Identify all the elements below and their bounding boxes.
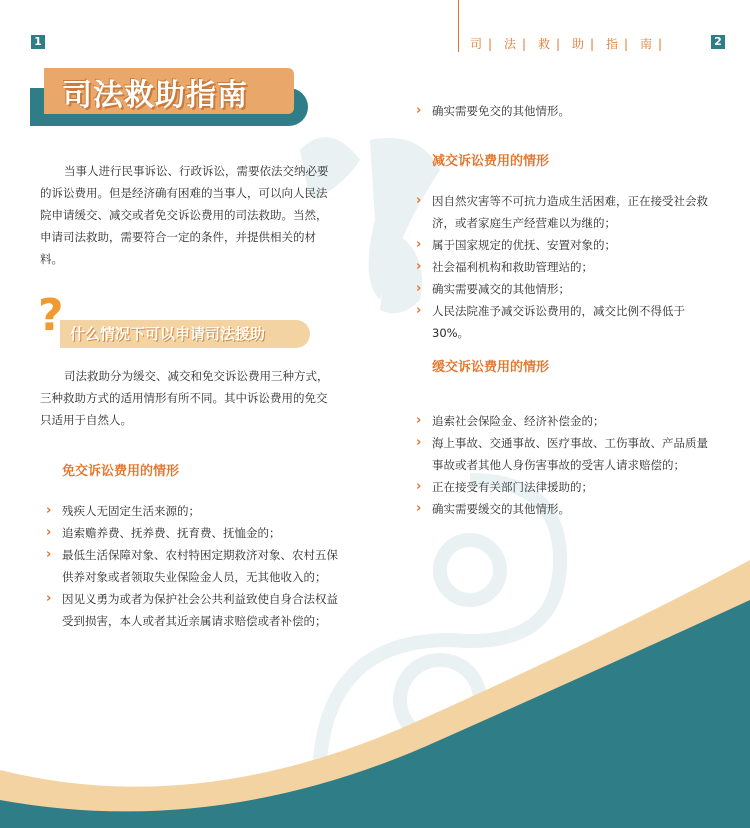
- running-title-char: 法 |: [504, 35, 538, 52]
- chevron-right-icon: ›: [416, 237, 422, 252]
- question-mark-icon: ?: [38, 290, 64, 341]
- list-item: › 追索社会保险金、经济补偿金的；: [414, 410, 714, 432]
- chevron-right-icon: ›: [416, 501, 422, 516]
- chevron-right-icon: ›: [416, 413, 422, 428]
- page-number-right: 2: [711, 35, 725, 49]
- intro-paragraph: 当事人进行民事诉讼、行政诉讼，需要依法交纳必要的诉讼费用。但是经济确有困难的当事人，可以向人民法院申请缓交、减交或者免交诉讼费用的司法救助。当然，申请司法救助，需要符合一定的条件，并提供相关的材料。: [40, 164, 329, 266]
- chevron-right-icon: ›: [416, 435, 422, 450]
- list-item: › 人民法院准予减交诉讼费用的，减交比例不得低于30%。: [414, 300, 714, 344]
- list-item: › 最低生活保障对象、农村特困定期救济对象、农村五保供养对象或者领取失业保险金人员，无其他收入的；: [44, 544, 344, 588]
- question-heading: 什么情况下可以申请司法援助: [70, 325, 266, 343]
- list-item: › 正在接受有关部门法律援助的；: [414, 476, 714, 498]
- list-item: › 社会福利机构和救助管理站的；: [414, 256, 714, 278]
- chevron-right-icon: ›: [416, 259, 422, 274]
- running-title-char: 救 |: [538, 35, 572, 52]
- question-paragraph: 司法救助分为缓交、减交和免交诉讼费用三种方式，三种救助方式的适用情形有所不同。其中诉讼费用的免交只适用于自然人。: [40, 369, 329, 427]
- chevron-right-icon: ›: [416, 303, 422, 318]
- list-item: › 追索赡养费、抚养费、抚育费、抚恤金的；: [44, 522, 344, 544]
- list-item: › 因自然灾害等不可抗力造成生活困难，正在接受社会救济，或者家庭生产经营难以为继的；: [414, 190, 714, 234]
- chevron-right-icon: ›: [416, 103, 422, 118]
- running-title-char: 南 |: [640, 35, 674, 52]
- chevron-right-icon: ›: [416, 281, 422, 296]
- chevron-right-icon: ›: [46, 591, 52, 606]
- chevron-right-icon: ›: [416, 479, 422, 494]
- reduce-list: [414, 190, 714, 344]
- chevron-right-icon: ›: [46, 503, 52, 518]
- page-number-left: 1: [31, 35, 45, 49]
- header-rule: [458, 0, 459, 52]
- running-title-char: 司 |: [470, 35, 504, 52]
- list-item: › 残疾人无固定生活来源的；: [44, 500, 344, 522]
- exempt-list: [44, 500, 344, 632]
- list-item: › 海上事故、交通事故、医疗事故、工伤事故、产品质量事故或者其他人身伤害事故的受害人请求赔偿的；: [414, 432, 714, 476]
- exempt-list-continued: [414, 100, 714, 122]
- chevron-right-icon: ›: [416, 193, 422, 208]
- running-title: [470, 35, 674, 52]
- chevron-right-icon: ›: [46, 525, 52, 540]
- list-item: › 确实需要减交的其他情形；: [414, 278, 714, 300]
- exempt-heading: 免交诉讼费用的情形: [62, 464, 180, 479]
- reduce-heading: 减交诉讼费用的情形: [432, 154, 550, 169]
- defer-heading: 缓交诉讼费用的情形: [432, 360, 550, 375]
- page-title: 司法救助指南: [62, 78, 248, 113]
- defer-list: [414, 410, 714, 520]
- chevron-right-icon: ›: [46, 547, 52, 562]
- list-item: › 确实需要免交的其他情形。: [414, 100, 714, 122]
- running-title-char: 指 |: [606, 35, 640, 52]
- list-item: › 确实需要缓交的其他情形。: [414, 498, 714, 520]
- list-item: › 因见义勇为或者为保护社会公共利益致使自身合法权益受到损害，本人或者其近亲属请求赔偿或者补偿的；: [44, 588, 344, 632]
- list-item: › 属于国家规定的优抚、安置对象的；: [414, 234, 714, 256]
- running-title-char: 助 |: [572, 35, 606, 52]
